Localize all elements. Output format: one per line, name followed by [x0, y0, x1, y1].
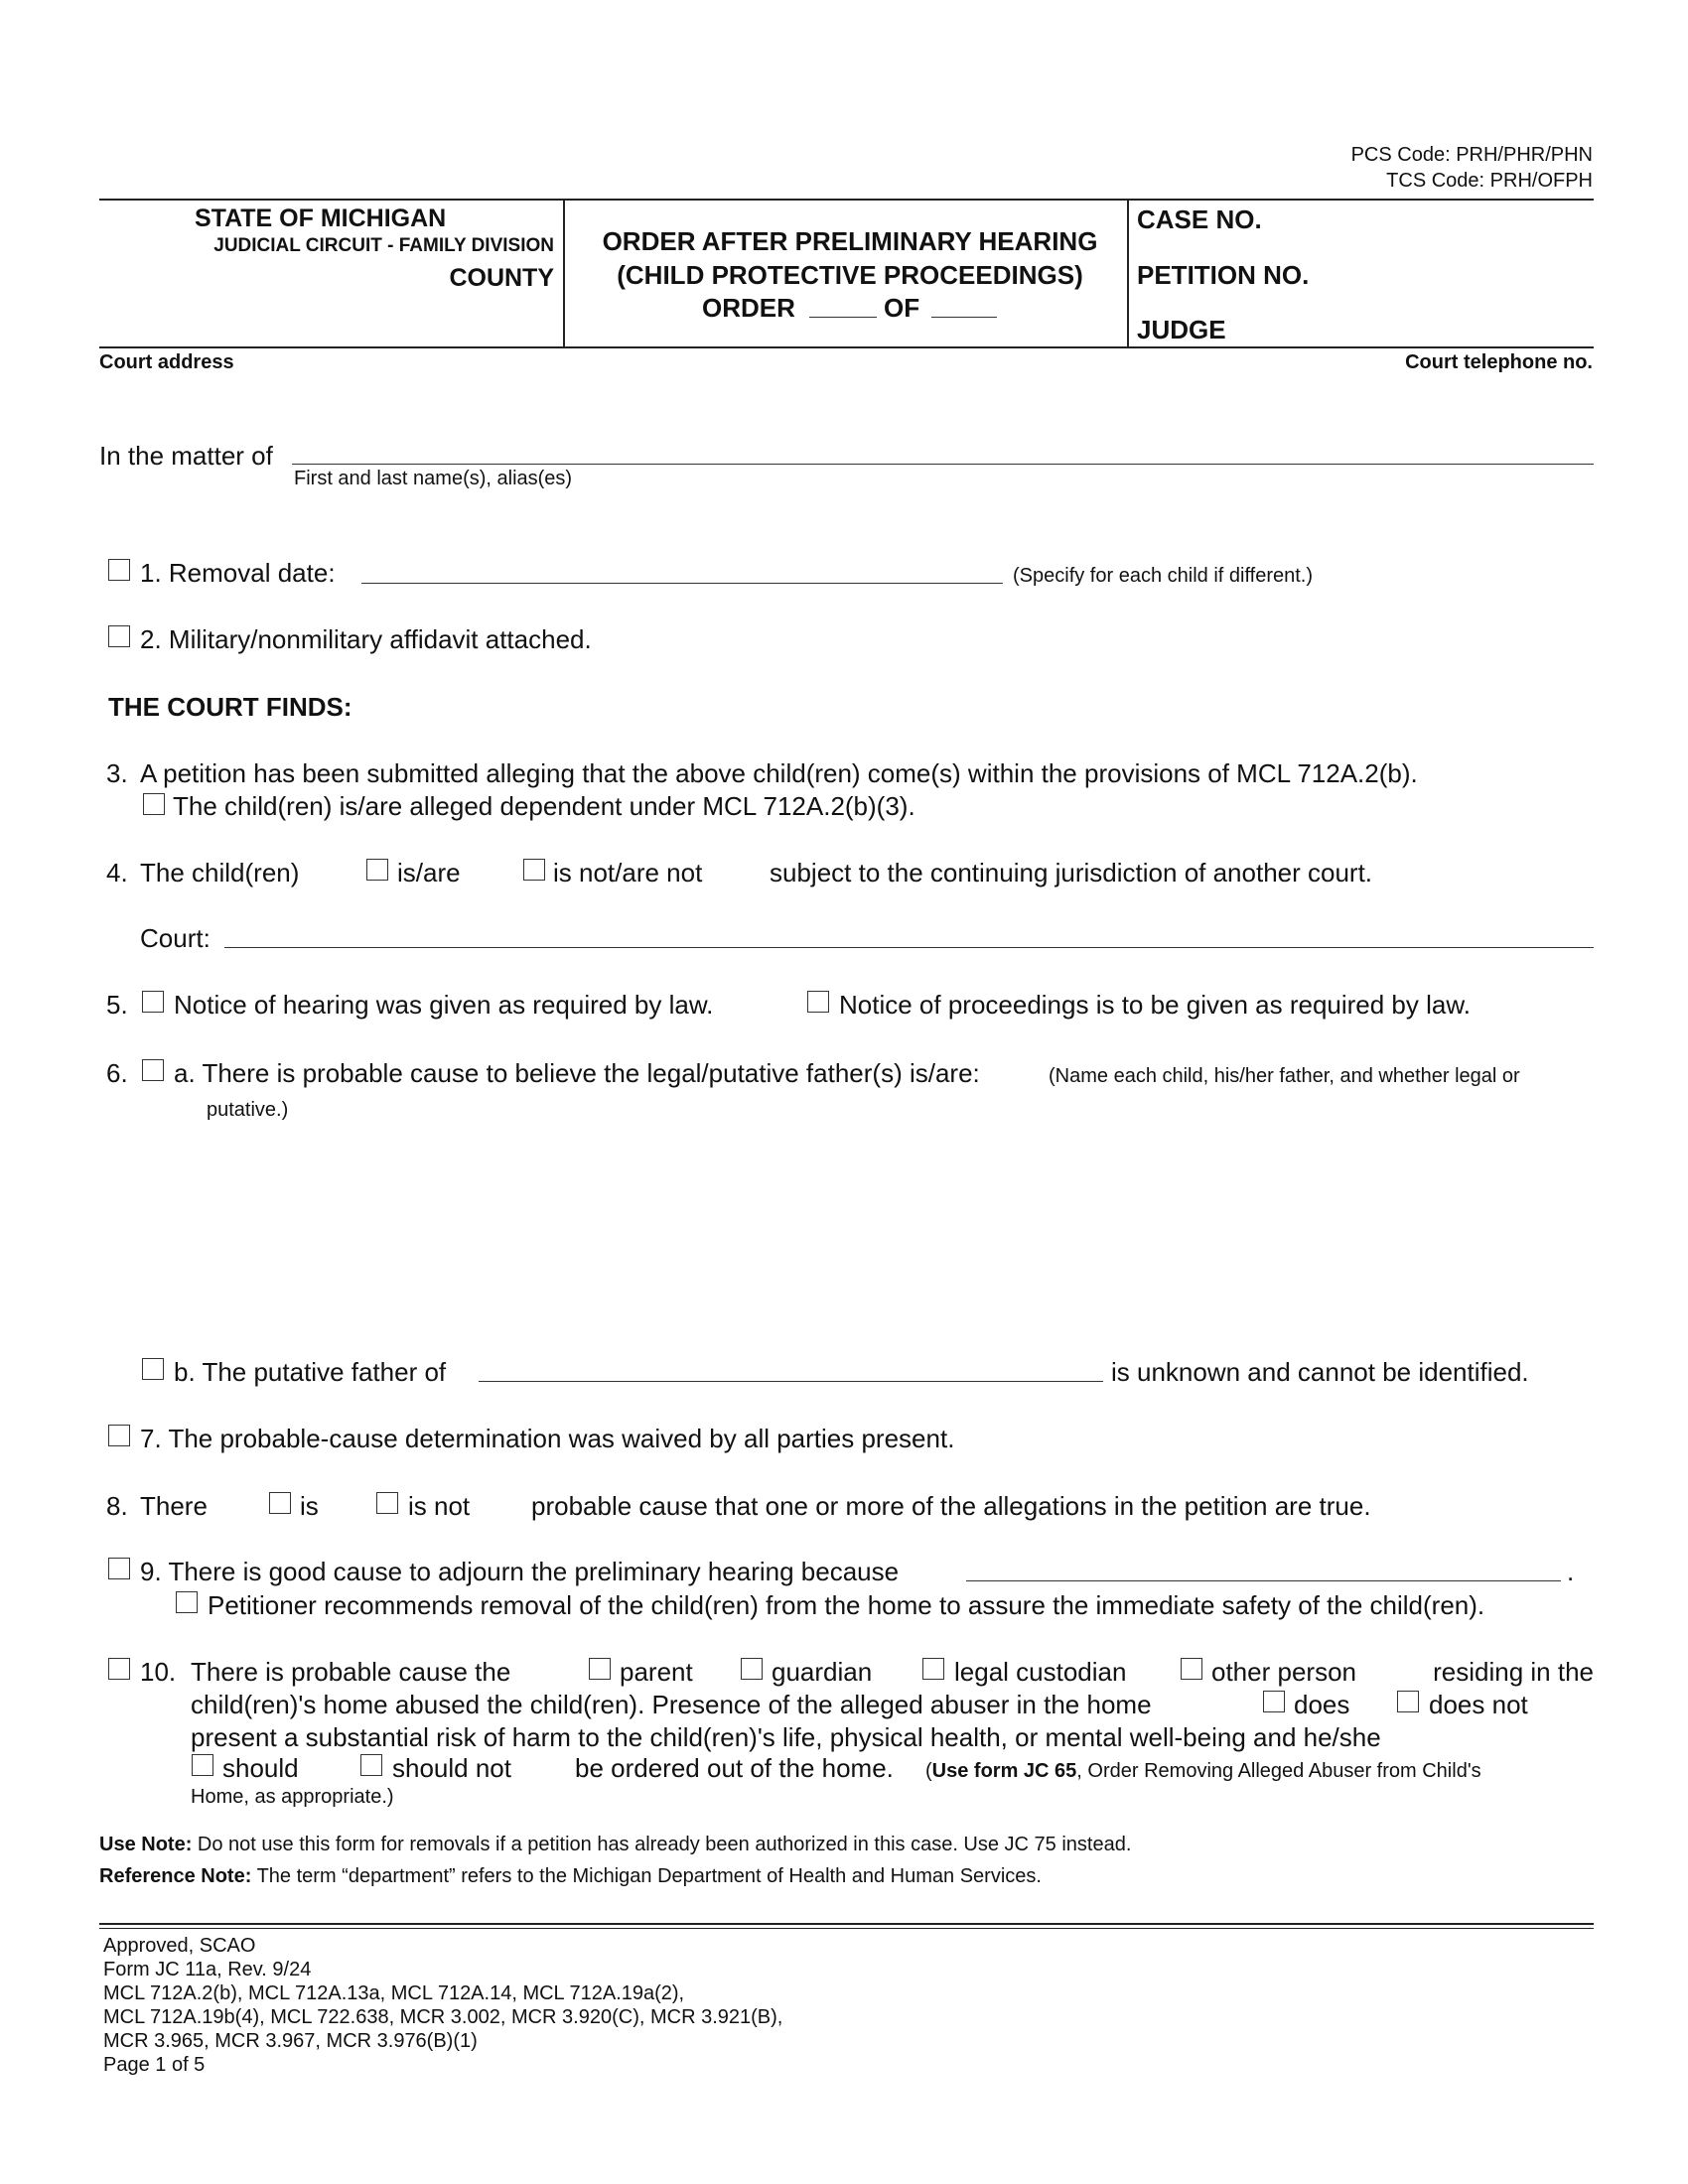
item8-number: 8.: [106, 1491, 128, 1521]
item5-notice-given-label: Notice of hearing was given as required by law.: [174, 990, 714, 1020]
footer-page-number: Page 1 of 5: [103, 2054, 206, 2076]
footer-block: [103, 1934, 782, 2077]
matter-label: In the matter of: [99, 441, 273, 471]
item2-label: 2. Military/nonmilitary affidavit attached.: [140, 624, 592, 654]
item4-court-field[interactable]: [224, 947, 1594, 948]
item4-number: 4.: [106, 858, 128, 887]
footer-authority-3: MCR 3.965, MCR 3.967, MCR 3.976(B)(1): [103, 2030, 478, 2052]
item10-guardian-label: guardian: [772, 1657, 873, 1687]
item1-note: (Specify for each child if different.): [1013, 565, 1313, 587]
item10-parent-label: parent: [620, 1657, 693, 1687]
order-number-field[interactable]: [809, 317, 877, 318]
item4-is-label: is/are: [397, 858, 461, 887]
item6a-checkbox[interactable]: [142, 1059, 164, 1081]
footer-authority-1: MCL 712A.2(b), MCL 712A.13a, MCL 712A.14, MCL 712A.19a(2),: [103, 1982, 685, 2004]
item10-shouldnot-label: should not: [392, 1753, 511, 1783]
court-phone-label: Court telephone no.: [1405, 351, 1593, 373]
item5-notice-given-checkbox[interactable]: [142, 991, 164, 1013]
pcs-code: PCS Code: PRH/PHR/PHN: [1350, 144, 1593, 166]
item10-other-checkbox[interactable]: [1181, 1658, 1202, 1680]
item6b-tail: is unknown and cannot be identified.: [1111, 1357, 1529, 1387]
footer-rule-top: [99, 1923, 1594, 1925]
item4-tail: subject to the continuing jurisdiction of another court.: [770, 858, 1373, 887]
item6a-text: a. There is probable cause to believe the legal/putative father(s) is/are:: [174, 1058, 980, 1088]
item10-line3: present a substantial risk of harm to the child(ren)'s life, physical health, or mental well-being and he/she: [191, 1722, 1381, 1752]
item5-notice-tobegiven-label: Notice of proceedings is to be given as required by law.: [839, 990, 1471, 1020]
item4-lead: The child(ren): [140, 858, 300, 887]
item7-checkbox[interactable]: [108, 1425, 130, 1446]
item10-residing: residing in the: [1433, 1657, 1594, 1687]
item10-guardian-checkbox[interactable]: [741, 1658, 763, 1680]
item9-sub-text: Petitioner recommends removal of the child(ren) from the home to assure the immediate safety of the child(ren).: [208, 1590, 1485, 1620]
tcs-code: TCS Code: PRH/OFPH: [1386, 170, 1593, 192]
item1-label: 1. Removal date:: [140, 558, 336, 588]
header-divider-1: [563, 199, 565, 348]
form-title-line1: ORDER AFTER PRELIMINARY HEARING: [602, 226, 1098, 256]
form-title-line2: (CHILD PROTECTIVE PROCEEDINGS): [617, 260, 1083, 290]
use-note-label: Use Note:: [99, 1834, 193, 1855]
reference-note-text: The term “department” refers to the Michigan Department of Health and Human Services.: [256, 1865, 1042, 1887]
reference-note: [99, 1864, 1042, 1888]
court-address-label: Court address: [99, 351, 234, 373]
item10-custodian-label: legal custodian: [954, 1657, 1127, 1687]
item2-checkbox[interactable]: [108, 625, 130, 647]
item8-lead: There: [140, 1491, 208, 1521]
footer-rule-bottom: [99, 1928, 1594, 1929]
item6b-checkbox[interactable]: [142, 1358, 164, 1380]
removal-date-field[interactable]: [361, 583, 1003, 584]
judge-label: JUDGE: [1137, 315, 1226, 344]
item4-isnot-checkbox[interactable]: [523, 859, 545, 881]
item6a-note-continued: putative.): [207, 1099, 289, 1121]
order-total-field[interactable]: [931, 317, 997, 318]
item6a-note: (Name each child, his/her father, and whether legal or: [1049, 1065, 1520, 1087]
item10-custodian-checkbox[interactable]: [922, 1658, 944, 1680]
item3-text: A petition has been submitted alleging that the above child(ren) come(s) within the provisions of MCL 712A.2(b).: [140, 758, 1418, 788]
item3-sub-text: The child(ren) is/are alleged dependent under MCL 712A.2(b)(3).: [173, 791, 915, 821]
header-bottom-rule: [99, 346, 1594, 348]
case-no-label: CASE NO.: [1137, 205, 1262, 234]
item10-doesnot-label: does not: [1429, 1690, 1528, 1719]
item3-number: 3.: [106, 758, 128, 788]
item10-lead: There is probable cause the: [191, 1657, 511, 1687]
item10-line2: child(ren)'s home abused the child(ren). Presence of the alleged abuser in the home: [191, 1690, 1152, 1719]
item10-doesnot-checkbox[interactable]: [1397, 1691, 1419, 1712]
item10-number: 10.: [140, 1657, 177, 1687]
header-top-rule: [99, 199, 1594, 201]
court-finds-heading: THE COURT FINDS:: [108, 692, 352, 722]
item9-period: .: [1567, 1557, 1575, 1586]
circuit-label: JUDICIAL CIRCUIT - FAMILY DIVISION: [213, 235, 554, 256]
item10-note-form: Use form JC 65: [931, 1760, 1077, 1782]
item7-label: 7. The probable-cause determination was waived by all parties present.: [140, 1424, 955, 1453]
item8-is-label: is: [300, 1491, 319, 1521]
item10-note: [925, 1759, 1481, 1783]
reference-note-label: Reference Note:: [99, 1865, 252, 1887]
item10-note-rest: , Order Removing Alleged Abuser from Child's: [1076, 1760, 1481, 1782]
matter-name-field[interactable]: [292, 464, 1594, 465]
footer-form-number: Form JC 11a, Rev. 9/24: [103, 1959, 312, 1980]
item8-isnot-label: is not: [408, 1491, 471, 1521]
use-note: [99, 1833, 1131, 1856]
use-note-text: Do not use this form for removals if a petition has already been authorized in this case. Use JC 75 instead.: [197, 1834, 1132, 1855]
item10-does-checkbox[interactable]: [1263, 1691, 1285, 1712]
item9-reason-field[interactable]: [966, 1580, 1561, 1581]
item10-shouldnot-checkbox[interactable]: [360, 1754, 382, 1776]
item9-checkbox[interactable]: [108, 1558, 130, 1579]
matter-hint: First and last name(s), alias(es): [294, 468, 573, 489]
item10-note-open: (: [925, 1760, 932, 1782]
item10-does-label: does: [1294, 1690, 1350, 1719]
item4-court-label: Court:: [140, 923, 211, 953]
item6b-lead: b. The putative father of: [174, 1357, 447, 1387]
footer-authority-2: MCL 712A.19b(4), MCL 722.638, MCR 3.002, MCR 3.920(C), MCR 3.921(B),: [103, 2006, 783, 2028]
item6b-child-field[interactable]: [479, 1381, 1103, 1382]
item10-should-checkbox[interactable]: [192, 1754, 213, 1776]
order-of-label: OF: [884, 293, 920, 323]
item6-number: 6.: [106, 1058, 128, 1088]
item4-isnot-label: is not/are not: [553, 858, 703, 887]
item5-notice-tobegiven-checkbox[interactable]: [807, 991, 829, 1013]
item3-dependent-checkbox[interactable]: [143, 793, 165, 815]
footer-approved: Approved, SCAO: [103, 1935, 256, 1957]
item1-checkbox[interactable]: [108, 559, 130, 581]
order-label: ORDER: [702, 293, 795, 323]
item6a-answer-area[interactable]: [207, 1132, 1594, 1330]
item8-tail: probable cause that one or more of the allegations in the petition are true.: [531, 1491, 1371, 1521]
header-divider-2: [1127, 199, 1129, 348]
item8-is-checkbox[interactable]: [269, 1492, 291, 1514]
petition-no-label: PETITION NO.: [1137, 260, 1310, 290]
item9-label: 9. There is good cause to adjourn the preliminary hearing because: [140, 1557, 900, 1586]
item5-number: 5.: [106, 990, 128, 1020]
county-label: COUNTY: [449, 264, 554, 292]
item10-ordered: be ordered out of the home.: [575, 1753, 894, 1783]
item10-parent-checkbox[interactable]: [589, 1658, 611, 1680]
item10-note-continued: Home, as appropriate.): [191, 1786, 394, 1808]
item8-isnot-checkbox[interactable]: [376, 1492, 398, 1514]
item9-removal-checkbox[interactable]: [176, 1591, 198, 1613]
item10-checkbox[interactable]: [108, 1658, 130, 1680]
state-label: STATE OF MICHIGAN: [195, 205, 447, 232]
item10-should-label: should: [222, 1753, 299, 1783]
item10-other-label: other person: [1211, 1657, 1356, 1687]
item4-is-checkbox[interactable]: [366, 859, 388, 881]
